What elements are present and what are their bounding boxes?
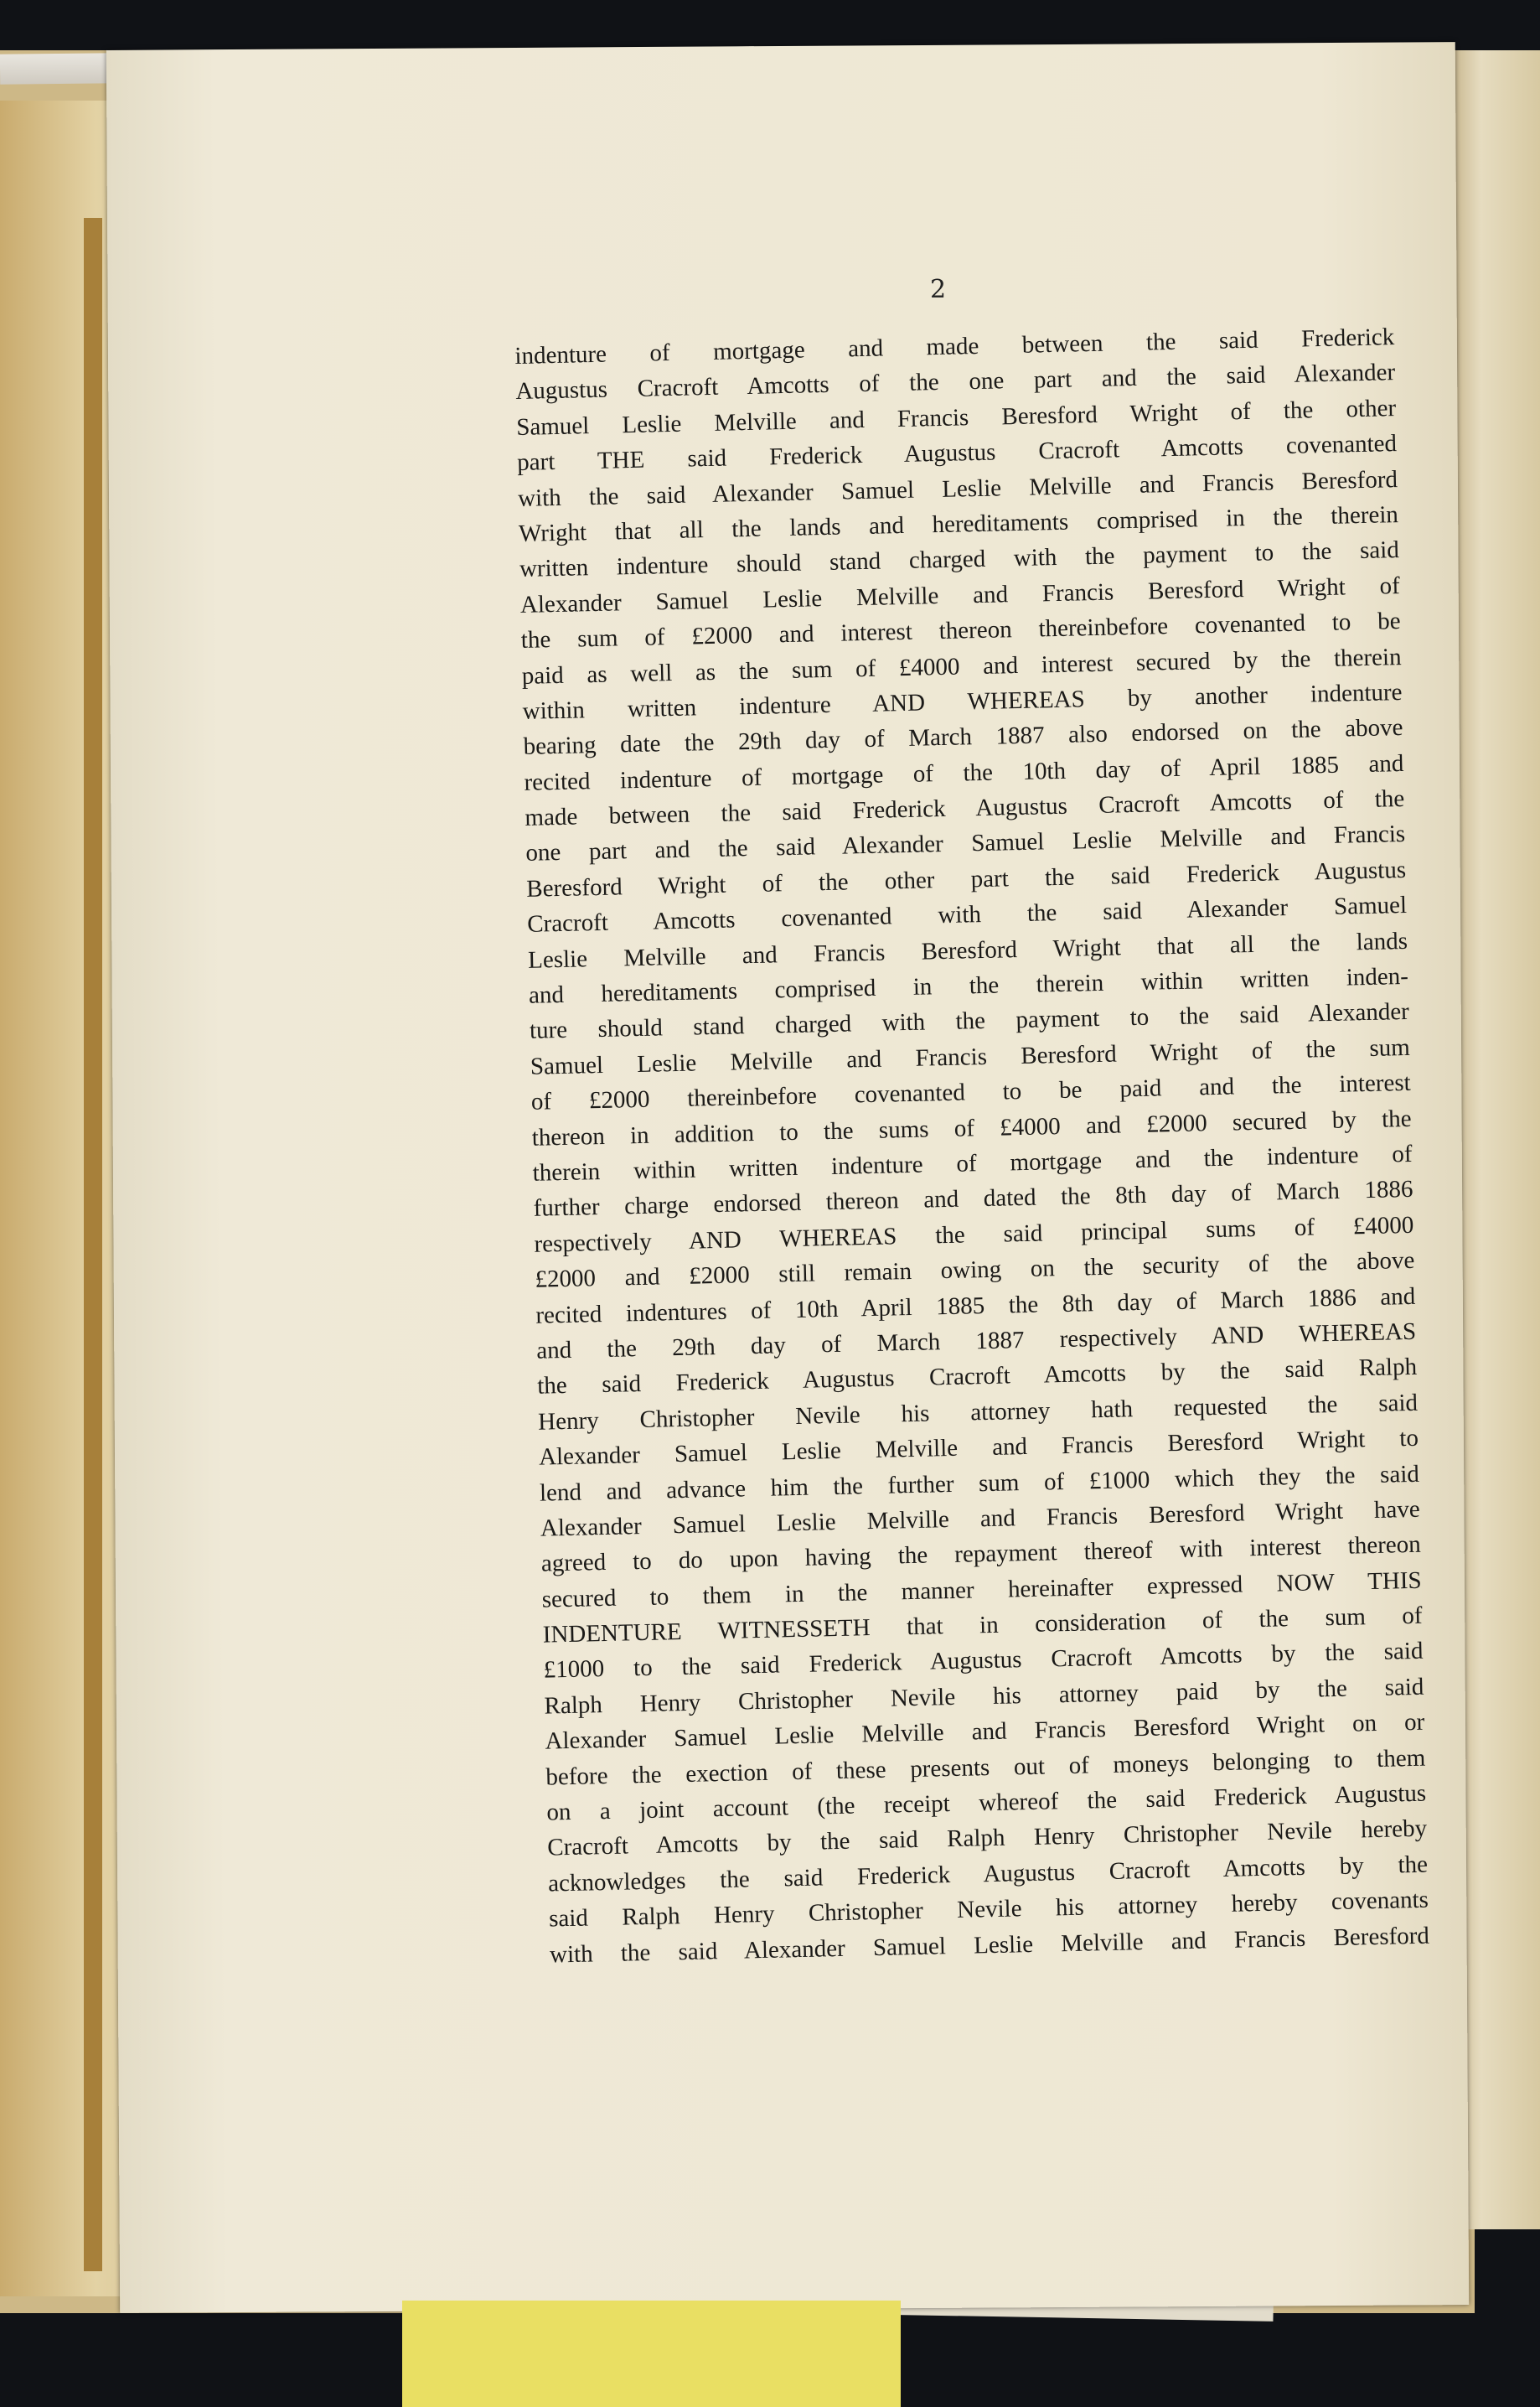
text-line: Cracroft Amcotts by the said Ralph Henry Christopher Nevile hereby: [546, 1815, 1428, 1861]
text-line: Beresford Wright of the other part the said Frederick Augustus: [525, 856, 1407, 903]
text-line: with the said Alexander Samuel Leslie Melville and Francis Beresford: [517, 465, 1398, 512]
text-line: Alexander Samuel Leslie Melville and Francis Beresford Wright have: [540, 1495, 1421, 1542]
text-line: lend and advance him the further sum of £1000 which they the said: [539, 1460, 1420, 1507]
text-line: with the said Alexander Samuel Leslie Melville and Francis Beresford: [549, 1922, 1430, 1969]
text-line: and hereditaments comprised in the therein within written inden-: [528, 962, 1409, 1009]
text-line: made between the said Frederick Augustus Cracroft Amcotts of the: [525, 785, 1405, 831]
binding-strip: [84, 218, 102, 2271]
text-line: Alexander Samuel Leslie Melville and Francis Beresford Wright to: [538, 1424, 1419, 1471]
text-line: Ralph Henry Christopher Nevile his attorney paid by the said: [544, 1673, 1424, 1720]
text-line: Cracroft Amcotts covenanted with the said Alexander Samuel: [526, 892, 1408, 939]
text-line: ture should stand charged with the payment to the said Alexander: [529, 998, 1410, 1045]
text-line: recited indenture of mortgage of the 10th day of April 1885 and: [524, 749, 1404, 796]
text-line: agreed to do upon having the repayment thereof with interest thereon: [540, 1531, 1421, 1577]
text-line: and the 29th day of March 1887 respectively AND WHEREAS: [536, 1317, 1417, 1364]
body-text: [514, 319, 1429, 1972]
text-line: on a joint account (the receipt whereof the said Frederick Augustus: [546, 1779, 1427, 1826]
text-line: Samuel Leslie Melville and Francis Beresford Wright of the sum: [530, 1033, 1411, 1080]
text-line: £2000 and £2000 still remain owing on the security of the above: [535, 1246, 1415, 1293]
text-line: of £2000 thereinbefore covenanted to be paid and the interest: [530, 1069, 1411, 1116]
text-line: before the exection of these presents out of moneys belonging to them: [545, 1744, 1426, 1791]
text-line: further charge endorsed thereon and dated the 8th day of March 1886: [533, 1176, 1413, 1223]
text-line: therein within written indenture of mortgage and the indenture of: [532, 1140, 1413, 1187]
text-line: INDENTURE WITNESSETH that in consideration of the sum of: [542, 1602, 1423, 1649]
text-line: said Ralph Henry Christopher Nevile his attorney hereby covenants: [548, 1886, 1429, 1933]
text-line: paid as well as the sum of £4000 and interest secured by the therein: [521, 643, 1402, 690]
text-line: bearing date the 29th day of March 1887 also endorsed on the above: [523, 714, 1403, 761]
page-number: 2: [930, 275, 947, 304]
text-line: the said Frederick Augustus Cracroft Amcotts by the said Ralph: [536, 1354, 1418, 1400]
text-line: recited indentures of 10th April 1885 the 8th day of March 1886 and: [535, 1282, 1416, 1329]
text-line: part THE said Frederick Augustus Cracroft Amcotts covenanted: [516, 430, 1398, 477]
text-line: Leslie Melville and Francis Beresford Wright that all the lands: [527, 927, 1408, 974]
text-line: Alexander Samuel Leslie Melville and Francis Beresford Wright on or: [545, 1708, 1425, 1755]
text-line: respectively AND WHEREAS the said principal sums of £4000: [534, 1211, 1414, 1258]
text-line: within written indenture AND WHEREAS by another indenture: [522, 678, 1403, 725]
text-line: Alexander Samuel Leslie Melville and Francis Beresford Wright of: [519, 572, 1401, 619]
text-line: £1000 to the said Frederick Augustus Cracroft Amcotts by the said: [543, 1638, 1424, 1685]
text-line: indenture of mortgage and made between the said Frederick: [514, 324, 1395, 370]
text-line: Samuel Leslie Melville and Francis Beresford Wright of the other: [515, 394, 1397, 441]
text-line: thereon in addition to the sums of £4000 and £2000 secured by the: [531, 1105, 1412, 1152]
text-line: the sum of £2000 and interest thereon thereinbefore covenanted to be: [520, 608, 1401, 655]
text-line: acknowledges the said Frederick Augustus Cracroft Amcotts by the: [547, 1851, 1429, 1897]
text-line: Augustus Cracroft Amcotts of the one part and the said Alexander: [515, 359, 1396, 406]
text-line: written indenture should stand charged with the payment to the said: [519, 536, 1400, 583]
text-line: one part and the said Alexander Samuel Leslie Melville and Francis: [525, 820, 1406, 867]
text-line: Wright that all the lands and hereditaments comprised in the therein: [518, 500, 1399, 547]
yellow-tag: [402, 2301, 901, 2407]
text-line: secured to them in the manner hereinafter expressed NOW THIS: [541, 1566, 1422, 1613]
text-line: Henry Christopher Nevile his attorney hath requested the said: [537, 1389, 1419, 1436]
